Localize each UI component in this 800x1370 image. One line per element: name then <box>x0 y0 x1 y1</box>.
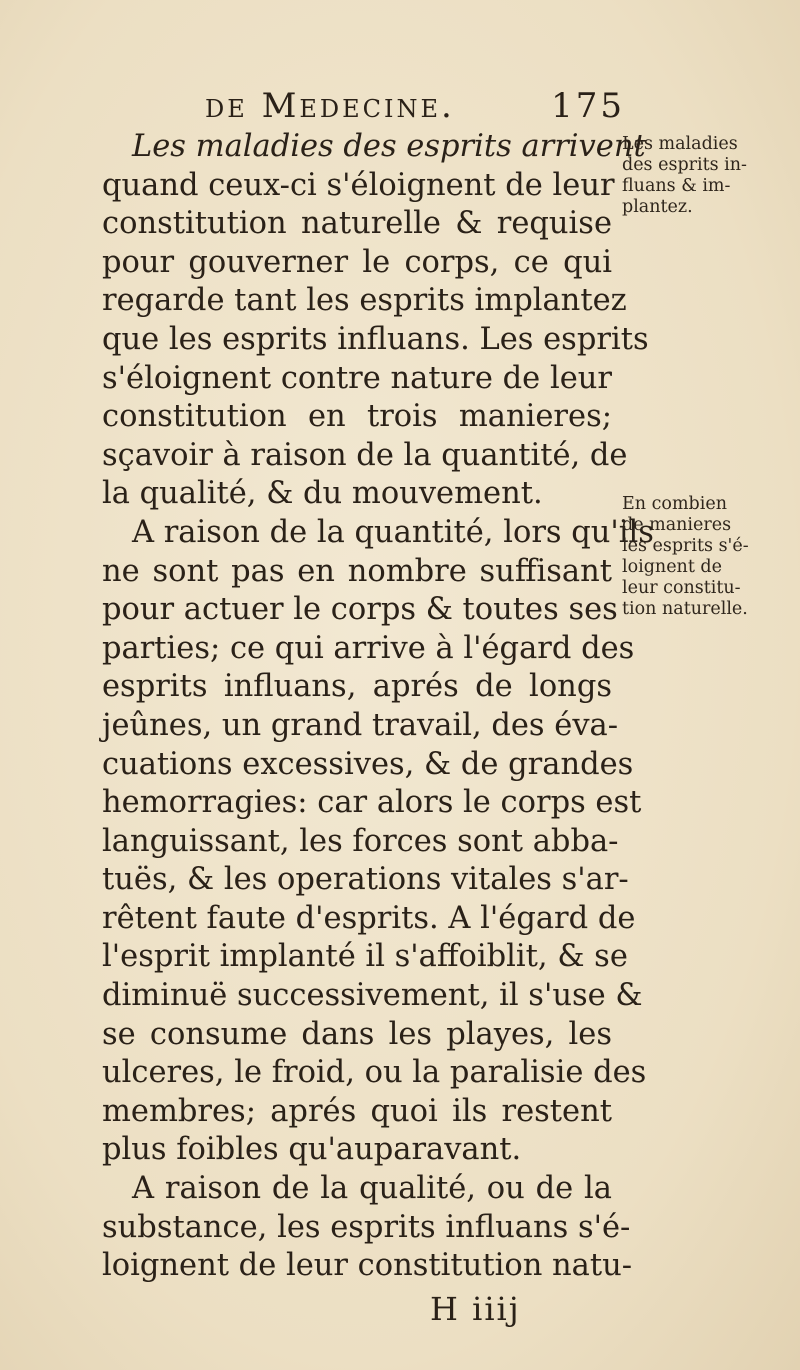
paragraph-3 <box>102 1170 633 1286</box>
text-line: sçavoir à raison de la quantité, de <box>102 437 628 473</box>
text-line: jeûnes, un grand travail, des éva- <box>102 707 619 743</box>
margin-line: fluans & im- <box>622 176 731 196</box>
text-line: quand ceux-ci s'éloignent de leur <box>102 167 615 203</box>
text-line: pour actuer le corps & toutes ses <box>102 592 618 628</box>
paragraph-1 <box>102 128 649 514</box>
text-line: constitution naturelle & requise <box>102 206 612 242</box>
margin-line: loignent de <box>622 557 722 577</box>
margin-line: plantez. <box>622 197 693 217</box>
text-line: regarde tant les esprits implantez <box>102 283 627 319</box>
text-line <box>102 128 646 167</box>
text-line: A raison de la quantité, lors qu'ils <box>132 514 654 550</box>
page-number: 175 <box>551 86 625 126</box>
text-line: esprits influans, aprés de longs <box>102 669 612 705</box>
margin-line: des esprits in- <box>622 155 747 175</box>
margin-line: leur constitu- <box>622 578 741 598</box>
text-line: tuës, & les operations vitales s'ar- <box>102 862 629 898</box>
margin-line: Les maladies <box>622 134 738 154</box>
margin-line: les esprits s'é- <box>622 536 749 556</box>
text-line: se consume dans les playes, les <box>102 1016 612 1052</box>
margin-line: En combien <box>622 494 727 514</box>
text-line: membres; aprés quoi ils restent <box>102 1093 612 1129</box>
margin-line: tion naturelle. <box>622 599 748 619</box>
main-text <box>102 128 654 1286</box>
text-line: rêtent faute d'esprits. A l'égard de <box>102 900 636 936</box>
page-header <box>205 86 625 132</box>
text-line: l'esprit implanté il s'affoiblit, & se <box>102 939 628 975</box>
text-line: la qualité, & du mouvement. <box>102 476 543 512</box>
text-line: ulceres, le froid, ou la paralisie des <box>102 1055 647 1091</box>
running-title: de Medecine. <box>205 86 455 126</box>
text-line: A raison de la qualité, ou de la <box>132 1171 612 1207</box>
text-line: substance, les esprits influans s'é- <box>102 1209 631 1245</box>
margin-note-manieres <box>622 494 772 620</box>
text-line: ne sont pas en nombre suffisant <box>102 553 612 589</box>
text-line: pour gouverner le corps, ce qui <box>102 244 612 280</box>
text-line: cuations excessives, & de grandes <box>102 746 634 782</box>
text-line: s'éloignent contre nature de leur <box>102 360 612 396</box>
text-line: hemorragies: car alors le corps est <box>102 785 642 821</box>
text-line: loignent de leur constitution natu- <box>102 1248 633 1284</box>
paragraph-2 <box>102 514 654 1170</box>
italic-phrase: Les maladies des esprits arrivent <box>132 129 646 164</box>
text-line: languissant, les forces sont abba- <box>102 823 619 859</box>
margin-note-maladies <box>622 134 772 218</box>
signature-mark: H iiij <box>430 1290 521 1328</box>
text-line: diminuë successivement, il s'use & <box>102 978 643 1014</box>
text-line: plus foibles qu'auparavant. <box>102 1132 522 1168</box>
text-line: parties; ce qui arrive à l'égard des <box>102 630 635 666</box>
text-line: que les esprits influans. Les esprits <box>102 321 649 357</box>
text-line: constitution en trois manieres; <box>102 399 612 435</box>
margin-line: de manieres <box>622 515 732 535</box>
